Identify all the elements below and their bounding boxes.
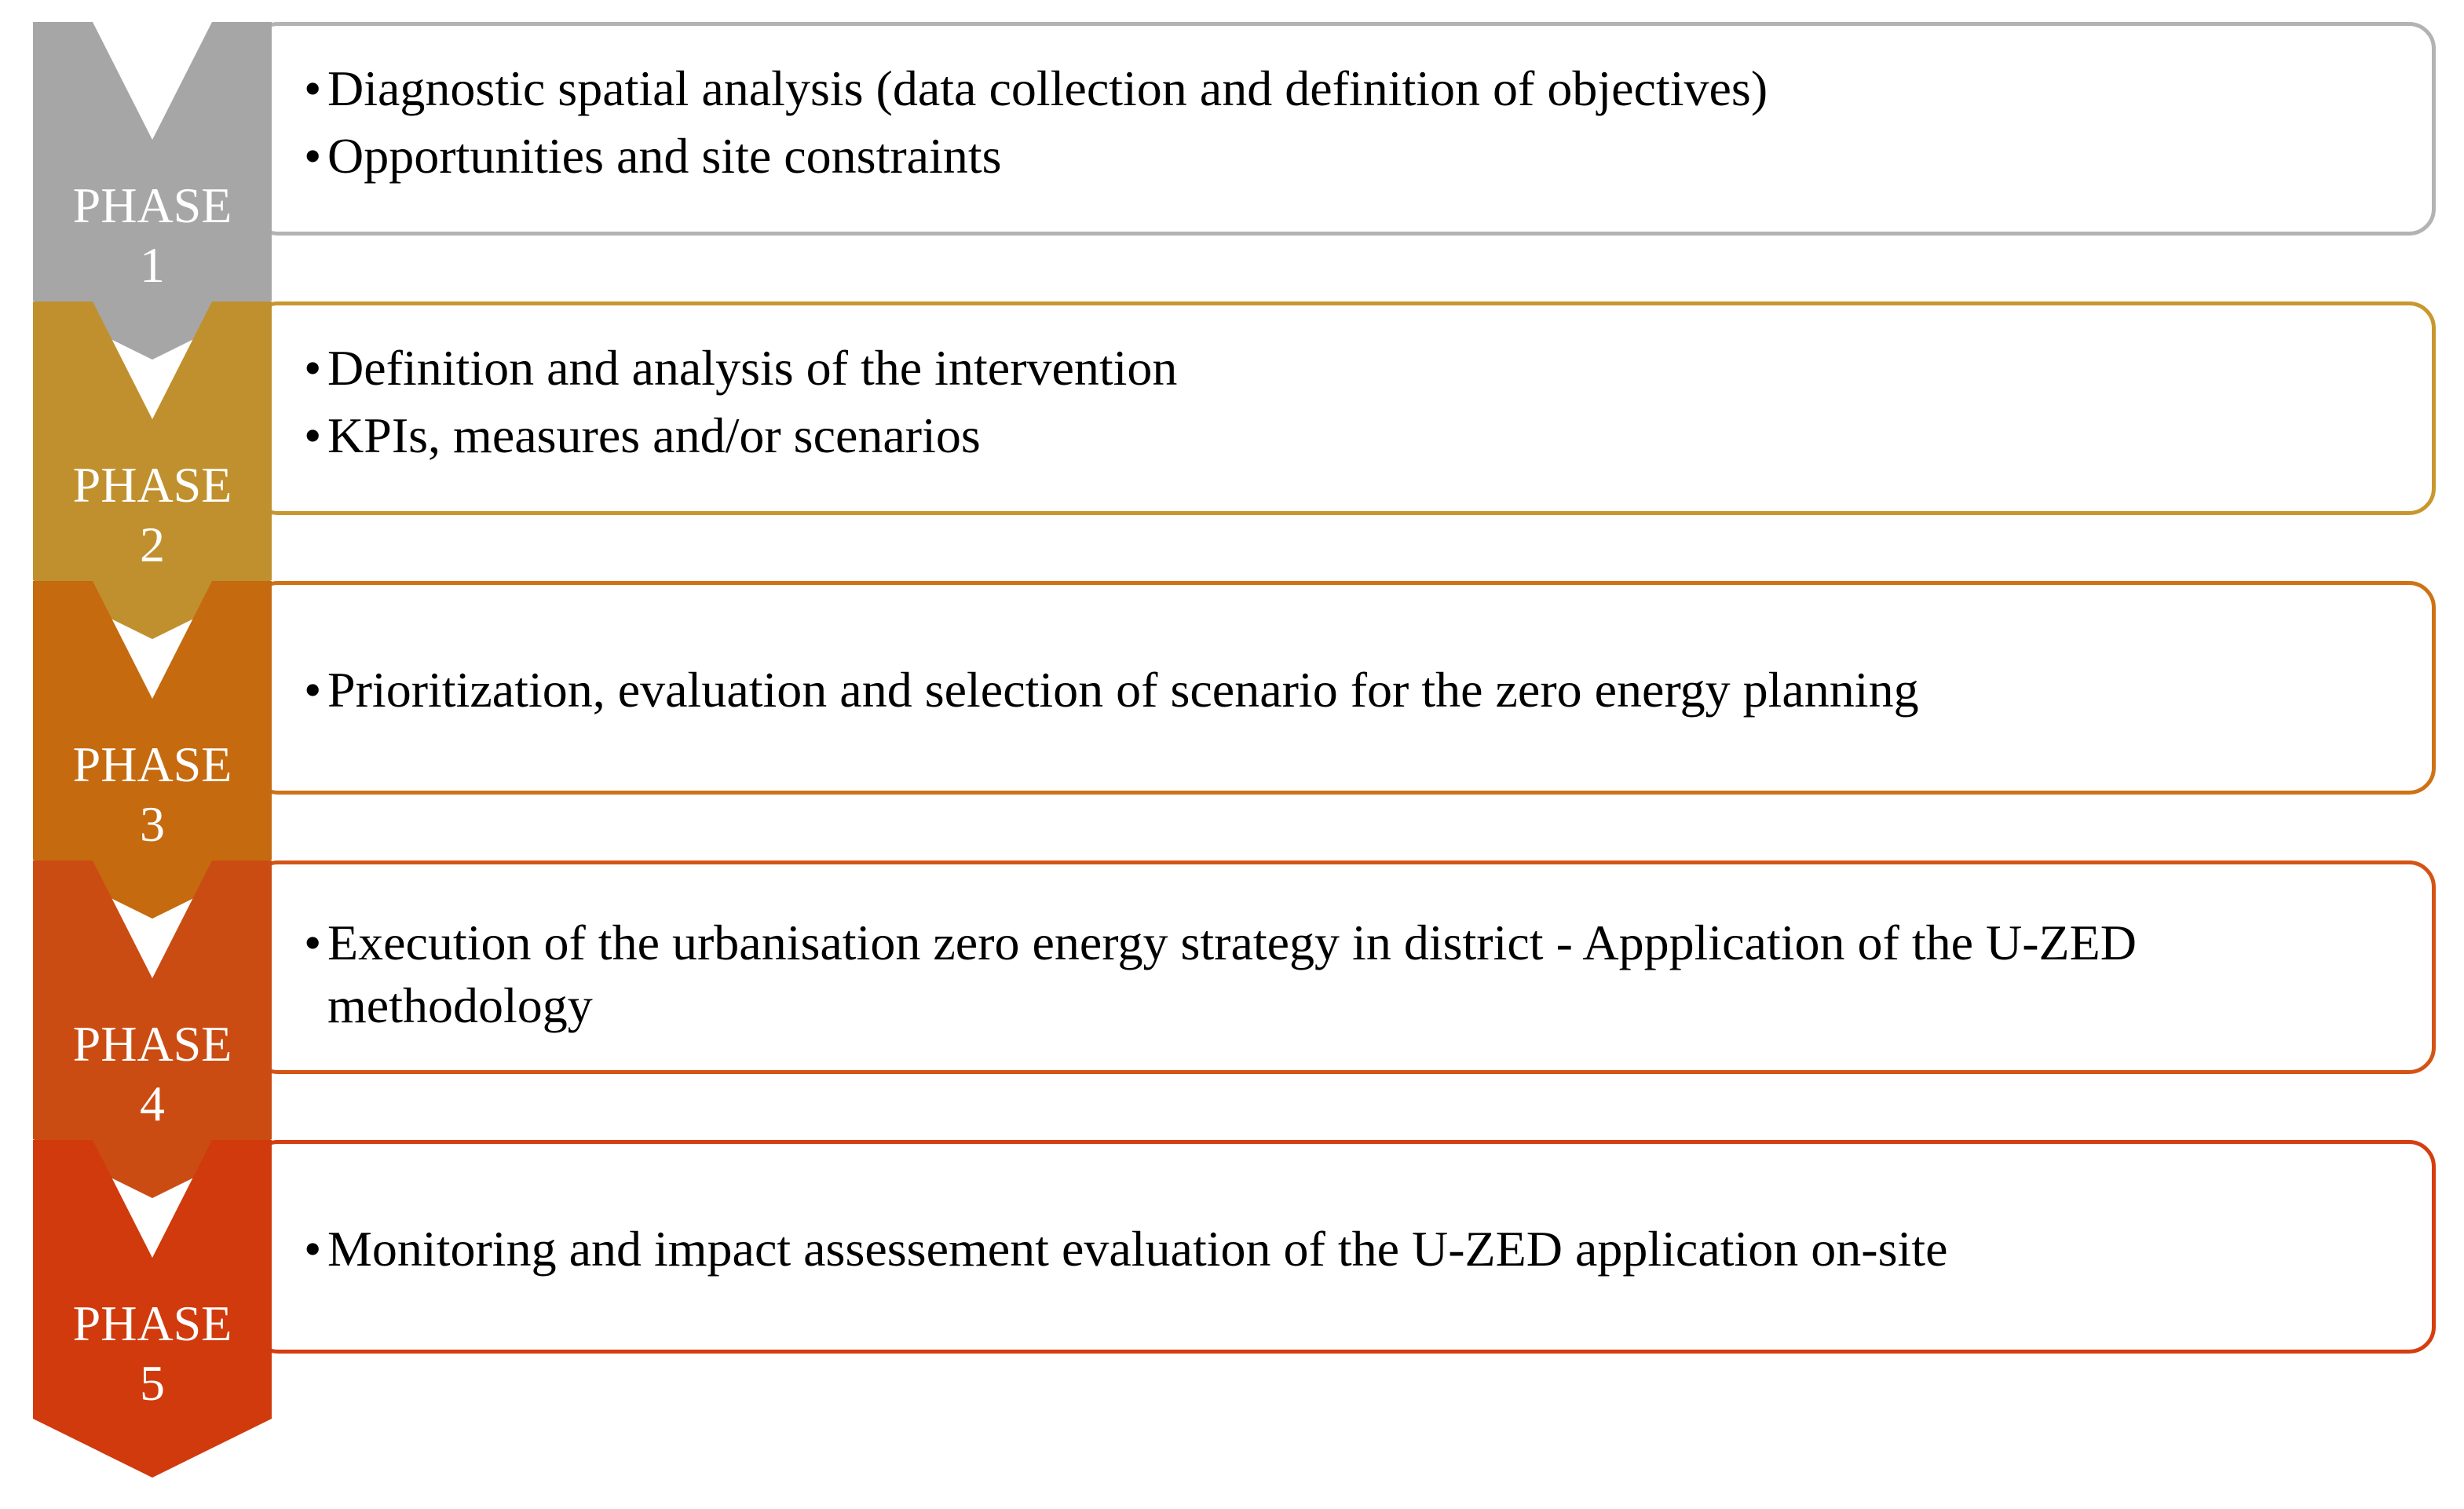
phase-2-box <box>251 301 2436 515</box>
phase-1-box <box>251 22 2436 236</box>
phase-3-label-text: PHASE <box>72 736 232 792</box>
phase-5-label <box>33 1294 272 1413</box>
phase-5-item-1: • Monitoring and impact assessement evaluation of the U-ZED application on-site <box>304 1218 2385 1281</box>
phase-5-bullets <box>304 1218 2385 1285</box>
phase-4-label <box>33 1014 272 1134</box>
phase-2-label-text: PHASE <box>72 457 232 513</box>
phase-2-bullets <box>304 337 2385 472</box>
phase-4-number: 4 <box>140 1076 165 1131</box>
phase-5-number: 5 <box>140 1355 165 1411</box>
phase-3-number: 3 <box>140 796 165 852</box>
phase-4-label-text: PHASE <box>72 1016 232 1072</box>
phase-5-label-text: PHASE <box>72 1295 232 1351</box>
phase-3-item-1: • Prioritization, evaluation and selection of scenario for the zero energy planning <box>304 659 2385 722</box>
phase-1-item-2: • Opportunities and site constraints <box>304 125 2385 188</box>
phase-1-label-text: PHASE <box>72 177 232 233</box>
phase-1-item-1: • Diagnostic spatial analysis (data collection and definition of objectives) <box>304 57 2385 120</box>
phase-2-number: 2 <box>140 517 165 572</box>
phase-1-bullets <box>304 57 2385 192</box>
phase-2-label <box>33 455 272 575</box>
phase-1-label <box>33 176 272 295</box>
phase-3-box <box>251 581 2436 795</box>
phase-2-item-2: • KPIs, measures and/or scenarios <box>304 404 2385 467</box>
phase-3-bullets <box>304 659 2385 726</box>
phase-5-chevron <box>33 1140 272 1478</box>
phase-3-label <box>33 735 272 854</box>
phase-4-item-1: • Execution of the urbanisation zero energy strategy in district - Appplication of the U-ZED methodology <box>304 912 2385 1037</box>
phase-4-bullets <box>304 912 2385 1042</box>
phase-2-item-1: • Definition and analysis of the intervention <box>304 337 2385 400</box>
phase-5-box <box>251 1140 2436 1354</box>
phase-4-box <box>251 860 2436 1074</box>
phase-row-5 <box>0 1140 2464 1509</box>
phase-1-number: 1 <box>140 237 165 293</box>
